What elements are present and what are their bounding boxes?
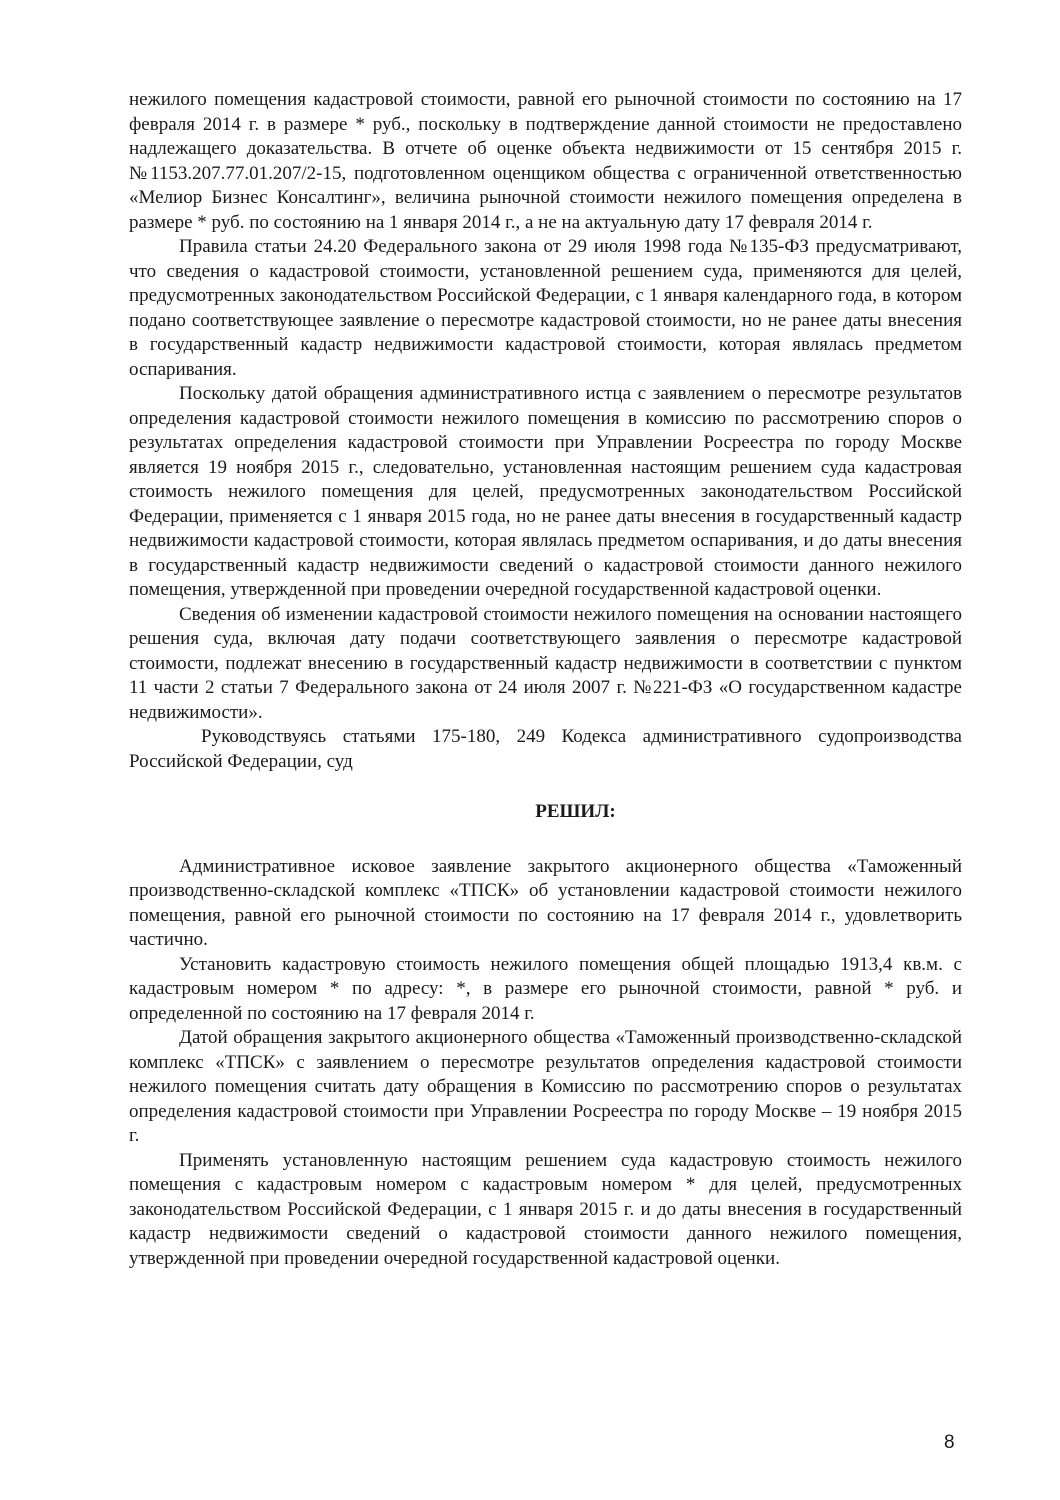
decision-paragraph-set-value: Установить кадастровую стоимость нежилого помещения общей площадью 1913,4 кв.м. с кадастровым номером * по адресу: *, в размере его рыночной стоимости, равной * руб. и определенной по состоянию на 17 февраля 2014 г. bbox=[129, 953, 962, 1024]
paragraph-continuation: нежилого помещения кадастровой стоимости, равной его рыночной стоимости по состоянию на 17 февраля 2014 г. в размере * руб., поскольку в подтверждение данной стоимости не предоставлено надлежащего доказательства. В отчете об оценке объекта недвижимости от 15 сентября 2015 г. №1153.207.77.01.207/2-15, подготовленном оценщиком общества с ограниченной ответственностью «Мелиор Бизнес Консалтинг», величина рыночной стоимости нежилого помещения определена в размере * руб. по состоянию на 1 января 2014 г., а не на актуальную дату 17 февраля 2014 г. bbox=[129, 89, 962, 233]
document-body bbox=[129, 88, 962, 1271]
paragraph-application-date: Поскольку датой обращения административного истца с заявлением о пересмотре результатов определения кадастровой стоимости нежилого помещения в комиссию по рассмотрению споров о результатах определения кадастровой стоимости при Управлении Росреестра по городу Москве является 19 ноября 2015 г., следовательно, установленная настоящим решением суда кадастровая стоимость нежилого помещения для целей, предусмотренных законодательством Российской Федерации, применяется с 1 января 2015 года, но не ранее даты внесения в государственный кадастр недвижимости кадастровой стоимости, которая являлась предметом оспаривания, и до даты внесения в государственный кадастр недвижимости сведений о кадастровой стоимости данного нежилого помещения, утвержденной при проведении очередной государственной кадастровой оценки. bbox=[129, 383, 962, 600]
paragraph-guided-by: Руководствуясь статьями 175-180, 249 Кодекса административного судопроизводства Российской Федерации, суд bbox=[129, 726, 962, 772]
paragraph-article-24-20: Правила статьи 24.20 Федерального закона от 29 июля 1998 года №135-ФЗ предусматривают, что сведения о кадастровой стоимости, установленной решением суда, применяются для целей, предусмотренных законодательством Российской Федерации, с 1 января календарного года, в котором подано соответствующее заявление о пересмотре кадастровой стоимости, но не ранее даты внесения в государственный кадастр недвижимости кадастровой стоимости, которая являлась предметом оспаривания. bbox=[129, 236, 962, 380]
decision-paragraph-apply: Применять установленную настоящим решением суда кадастровую стоимость нежилого помещения с кадастровым номером с кадастровым номером * для целей, предусмотренных законодательством Российской Федерации, с 1 января 2015 г. и до даты внесения в государственный кадастр недвижимости сведений о кадастровой стоимости данного нежилого помещения, утвержденной при проведении очередной государственной кадастровой оценки. bbox=[129, 1149, 962, 1269]
decision-paragraph-claim: Административное исковое заявление закрытого акционерного общества «Таможенный производственно-складской комплекс «ТПСК» об установлении кадастровой стоимости нежилого помещения, равной его рыночной стоимости по состоянию на 17 февраля 2014 г., удовлетворить частично. bbox=[129, 855, 962, 950]
page-number: 8 bbox=[944, 1432, 955, 1453]
decision-paragraph-application-date: Датой обращения закрытого акционерного общества «Таможенный производственно-складской комплекс «ТПСК» с заявлением о пересмотре результатов определения кадастровой стоимости нежилого помещения считать дату обращения в Комиссию по рассмотрению споров о результатах определения кадастровой стоимости при Управлении Росреестра по городу Москве – 19 ноября 2015 г. bbox=[129, 1027, 962, 1146]
decision-heading: РЕШИЛ: bbox=[535, 801, 616, 822]
paragraph-registry-update: Сведения об изменении кадастровой стоимости нежилого помещения на основании настоящего решения суда, включая дату подачи соответствующего заявления о пересмотре кадастровой стоимости, подлежат внесению в государственный кадастр недвижимости в соответствии с пунктом 11 части 2 статьи 7 Федерального закона от 24 июля 2007 г. №221-ФЗ «О государственном кадастре недвижимости». bbox=[129, 603, 962, 723]
